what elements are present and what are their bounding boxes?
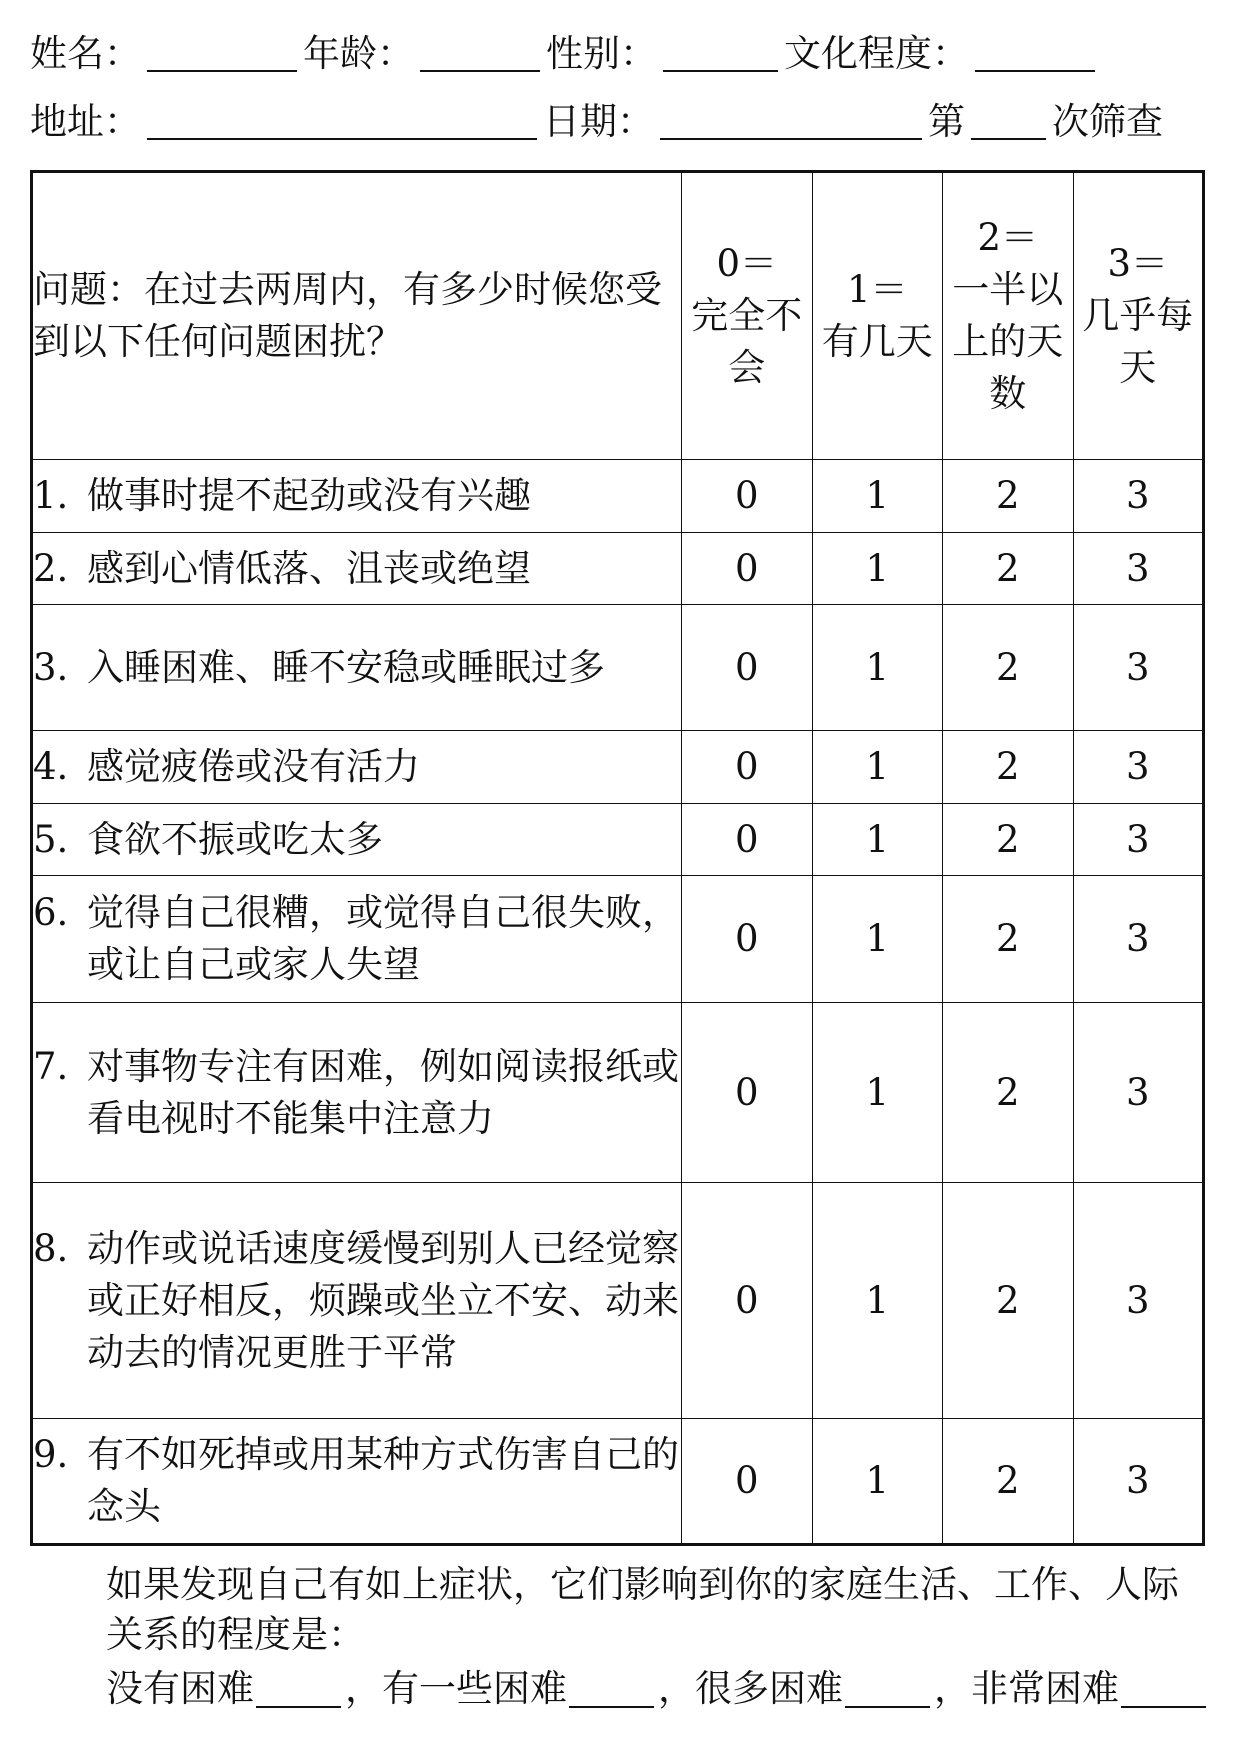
score-option-1[interactable]: 1 <box>812 1419 943 1545</box>
score-option-1[interactable]: 1 <box>812 804 943 876</box>
table-row <box>32 1419 1204 1545</box>
score-option-0[interactable]: 0 <box>682 731 813 804</box>
score-option-0[interactable]: 0 <box>682 804 813 876</box>
score-option-1[interactable]: 1 <box>812 731 943 804</box>
item-cell <box>32 804 682 876</box>
option-header-0 <box>682 172 813 460</box>
score-option-1[interactable]: 1 <box>812 876 943 1003</box>
table-row <box>32 731 1204 804</box>
score-option-1[interactable]: 1 <box>812 1003 943 1183</box>
gender-label: 性别： <box>546 32 657 75</box>
item-cell <box>32 533 682 605</box>
choice-label-much-difficulty: ，很多困难 <box>658 1667 843 1710</box>
score-option-2[interactable]: 2 <box>943 876 1074 1003</box>
score-option-3[interactable]: 3 <box>1073 1183 1204 1419</box>
option-header-1 <box>812 172 943 460</box>
score-option-2[interactable]: 2 <box>943 1003 1074 1183</box>
screen-suffix: 次筛查 <box>1052 100 1163 143</box>
item-number: 1. <box>33 474 69 517</box>
questionnaire-table <box>30 170 1205 1546</box>
table-row <box>32 460 1204 533</box>
item-text: 觉得自己很糟，或觉得自己很失败，或让自己或家人失望 <box>87 891 679 986</box>
score-option-2[interactable]: 2 <box>943 533 1074 605</box>
score-option-3[interactable]: 3 <box>1073 1003 1204 1183</box>
item-cell <box>32 876 682 1003</box>
education-field[interactable] <box>975 30 1095 72</box>
question-header: 问题：在过去两周内，有多少时候您受到以下任何问题困扰？ <box>32 172 682 460</box>
item-cell <box>32 731 682 804</box>
score-option-3[interactable]: 3 <box>1073 533 1204 605</box>
education-label: 文化程度： <box>784 32 969 75</box>
option-code: 2＝ <box>977 216 1039 259</box>
age-label: 年龄： <box>303 32 414 75</box>
impact-question-text: 如果发现自己有如上症状，它们影响到你的家庭生活、工作、人际关系的程度是： <box>106 1563 1179 1656</box>
item-number: 2. <box>33 546 69 590</box>
impact-question <box>30 1560 1210 1660</box>
choice-field-no-difficulty[interactable] <box>256 1670 341 1708</box>
option-label: 几乎每天 <box>1082 294 1194 389</box>
name-label: 姓名： <box>30 32 141 75</box>
choice-label-no-difficulty: 没有困难 <box>106 1667 254 1710</box>
score-option-2[interactable]: 2 <box>943 1419 1074 1545</box>
name-field[interactable] <box>147 30 297 72</box>
score-option-2[interactable]: 2 <box>943 731 1074 804</box>
score-option-0[interactable]: 0 <box>682 1419 813 1545</box>
item-number: 8. <box>33 1226 69 1270</box>
table-row <box>32 1003 1204 1183</box>
screen-prefix: 第 <box>928 100 965 143</box>
score-option-3[interactable]: 3 <box>1073 731 1204 804</box>
date-label: 日期： <box>543 100 654 143</box>
item-text: 有不如死掉或用某种方式伤害自己的念头 <box>87 1433 679 1528</box>
item-text: 食欲不振或吃太多 <box>87 817 383 861</box>
impact-choices <box>30 1664 1210 1714</box>
score-option-0[interactable]: 0 <box>682 460 813 533</box>
item-text: 入睡困难、睡不安稳或睡眠过多 <box>87 645 605 689</box>
item-text: 对事物专注有困难，例如阅读报纸或看电视时不能集中注意力 <box>87 1044 679 1140</box>
item-text: 感到心情低落、沮丧或绝望 <box>87 546 531 590</box>
header-line-2 <box>30 90 1210 146</box>
score-option-2[interactable]: 2 <box>943 1183 1074 1419</box>
score-option-0[interactable]: 0 <box>682 605 813 731</box>
item-cell <box>32 1183 682 1419</box>
option-code: 3＝ <box>1107 242 1169 285</box>
score-option-2[interactable]: 2 <box>943 804 1074 876</box>
header-line-1 <box>30 22 1210 78</box>
item-number: 6. <box>33 891 69 934</box>
choice-label-some-difficulty: ，有一些困难 <box>345 1667 567 1710</box>
option-code: 0＝ <box>716 242 778 285</box>
option-header-2 <box>943 172 1074 460</box>
gender-field[interactable] <box>663 30 778 72</box>
score-option-3[interactable]: 3 <box>1073 460 1204 533</box>
table-row <box>32 533 1204 605</box>
screen-count-field[interactable] <box>971 98 1046 140</box>
score-option-1[interactable]: 1 <box>812 1183 943 1419</box>
item-cell <box>32 1419 682 1545</box>
choice-label-extreme-difficulty: ，非常困难 <box>934 1667 1119 1710</box>
item-cell <box>32 460 682 533</box>
score-option-1[interactable]: 1 <box>812 460 943 533</box>
score-option-0[interactable]: 0 <box>682 1183 813 1419</box>
score-option-3[interactable]: 3 <box>1073 876 1204 1003</box>
choice-field-extreme-difficulty[interactable] <box>1121 1670 1206 1708</box>
item-number: 3. <box>33 645 69 689</box>
address-field[interactable] <box>147 98 537 140</box>
score-option-3[interactable]: 3 <box>1073 1419 1204 1545</box>
choice-field-much-difficulty[interactable] <box>845 1670 930 1708</box>
item-cell <box>32 1003 682 1183</box>
score-option-0[interactable]: 0 <box>682 876 813 1003</box>
item-number: 5. <box>33 817 69 861</box>
date-field[interactable] <box>660 98 922 140</box>
score-option-3[interactable]: 3 <box>1073 605 1204 731</box>
option-code: 1＝ <box>846 268 908 311</box>
score-option-1[interactable]: 1 <box>812 605 943 731</box>
option-label: 有几天 <box>821 320 933 363</box>
item-text: 做事时提不起劲或没有兴趣 <box>87 474 531 517</box>
option-header-3 <box>1073 172 1204 460</box>
score-option-2[interactable]: 2 <box>943 460 1074 533</box>
table-row <box>32 876 1204 1003</box>
address-label: 地址： <box>30 100 141 143</box>
table-header-row <box>32 172 1204 460</box>
age-field[interactable] <box>420 30 540 72</box>
score-option-0[interactable]: 0 <box>682 533 813 605</box>
score-option-0[interactable]: 0 <box>682 1003 813 1183</box>
score-option-3[interactable]: 3 <box>1073 804 1204 876</box>
item-text: 动作或说话速度缓慢到别人已经觉察或正好相反，烦躁或坐立不安、动来动去的情况更胜于平常 <box>87 1226 679 1374</box>
score-option-1[interactable]: 1 <box>812 533 943 605</box>
option-label: 一半以上的天数 <box>952 268 1064 415</box>
item-number: 9. <box>33 1433 69 1476</box>
item-text: 感觉疲倦或没有活力 <box>87 745 420 788</box>
item-cell <box>32 605 682 731</box>
table-row <box>32 804 1204 876</box>
score-option-2[interactable]: 2 <box>943 605 1074 731</box>
choice-field-some-difficulty[interactable] <box>569 1670 654 1708</box>
item-number: 7. <box>33 1044 69 1088</box>
option-label: 完全不会 <box>691 294 803 389</box>
table-row <box>32 605 1204 731</box>
table-row <box>32 1183 1204 1419</box>
item-number: 4. <box>33 745 69 788</box>
